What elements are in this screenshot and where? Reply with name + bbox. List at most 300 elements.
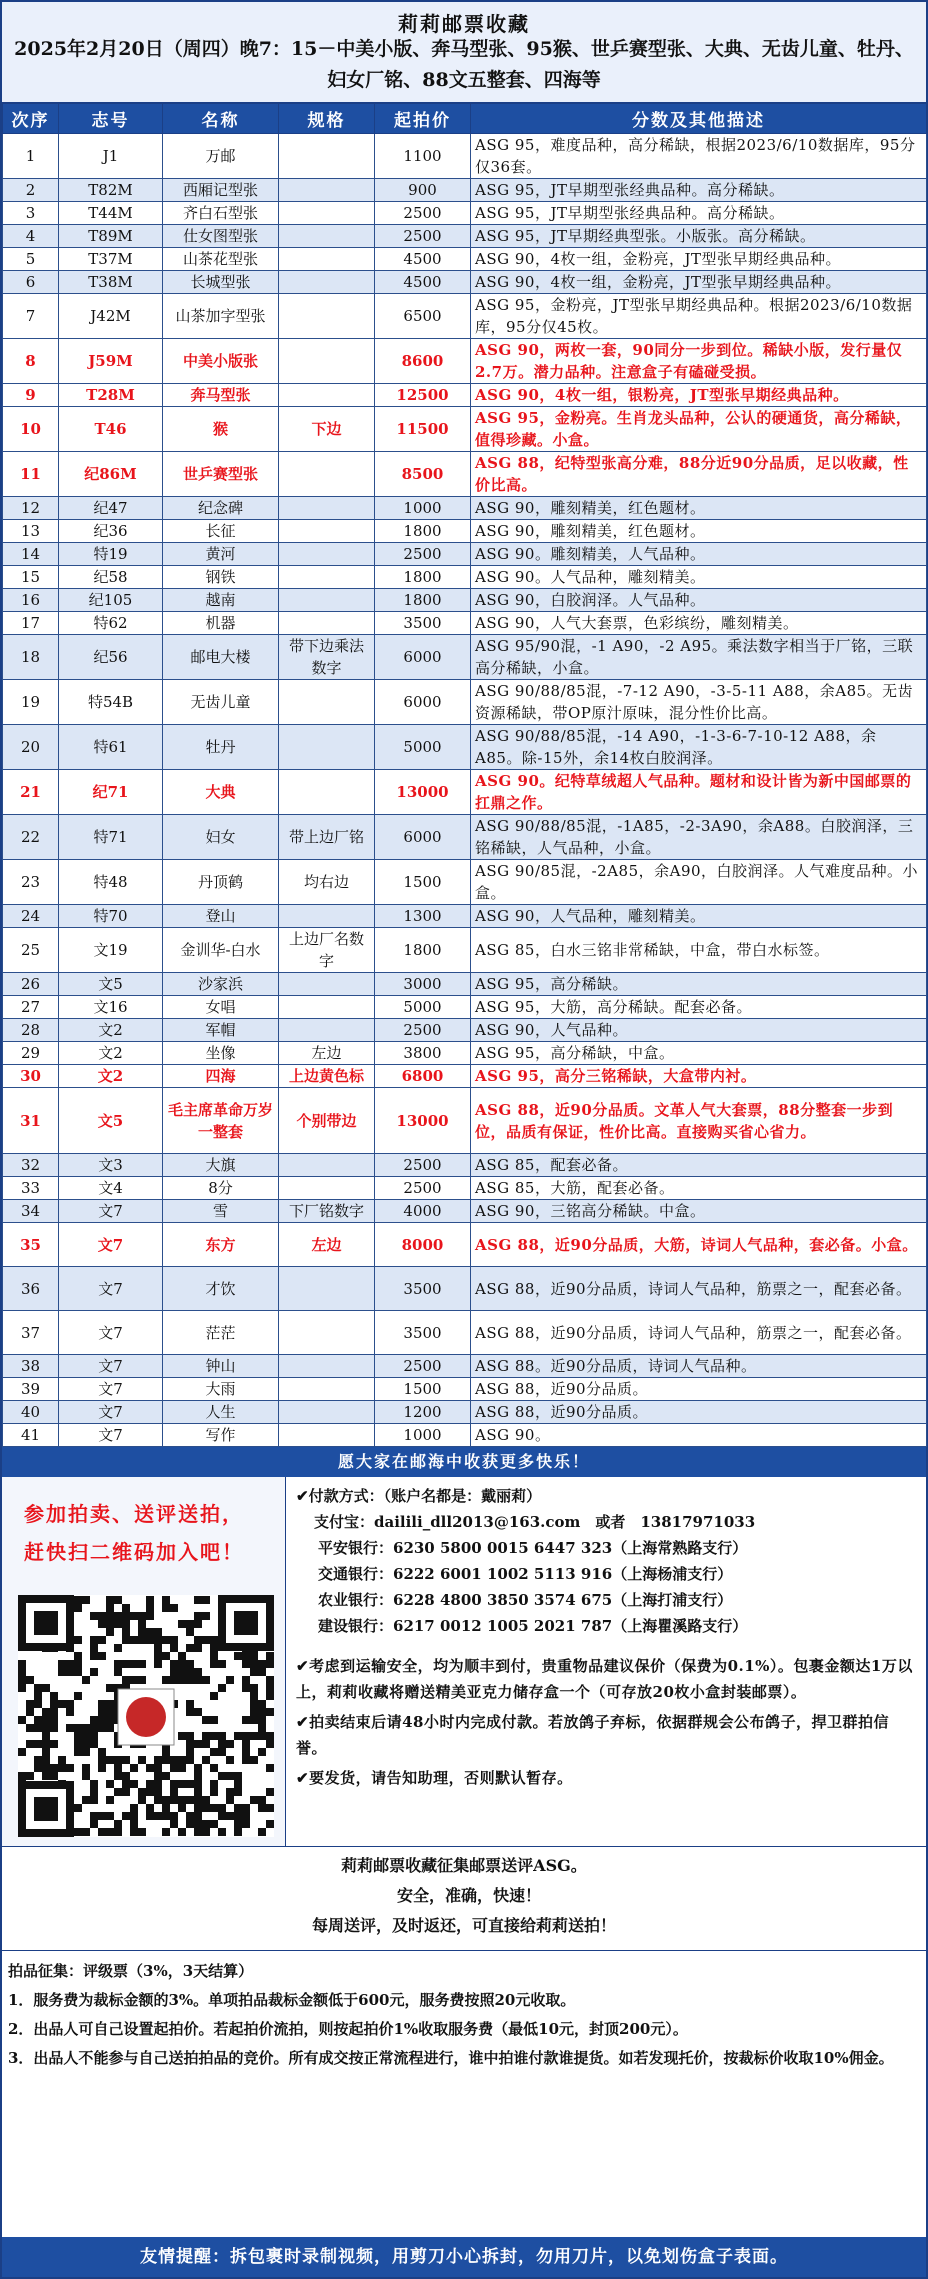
table-row bbox=[3, 271, 927, 294]
spec-cell: 下厂铭数字 bbox=[279, 1200, 375, 1223]
table-row bbox=[3, 543, 927, 566]
stamp-code: 纪58 bbox=[59, 566, 163, 589]
lot-number: 29 bbox=[3, 1042, 59, 1065]
start-price: 1000 bbox=[375, 497, 471, 520]
lot-number: 35 bbox=[3, 1223, 59, 1267]
description-cell: ASG 95，大筋，高分稀缺。配套必备。 bbox=[471, 996, 927, 1019]
payment-panel bbox=[286, 1477, 926, 1846]
slogan-line: 莉莉邮票收藏征集邮票送评ASG。 bbox=[341, 1856, 587, 1875]
table-row bbox=[3, 202, 927, 225]
stamp-code: 文7 bbox=[59, 1311, 163, 1355]
lot-number: 3 bbox=[3, 202, 59, 225]
table-row bbox=[3, 1019, 927, 1042]
stamp-name: 中美小版张 bbox=[163, 339, 279, 384]
spec-cell bbox=[279, 973, 375, 996]
description-cell: ASG 85，大筋，配套必备。 bbox=[471, 1177, 927, 1200]
stamp-name: 金训华-白水 bbox=[163, 928, 279, 973]
lot-number: 1 bbox=[3, 134, 59, 179]
start-price: 4000 bbox=[375, 1200, 471, 1223]
spec-cell bbox=[279, 680, 375, 725]
lot-number: 11 bbox=[3, 452, 59, 497]
stamp-name: 长城型张 bbox=[163, 271, 279, 294]
start-price: 1200 bbox=[375, 1401, 471, 1424]
description-cell: ASG 90，白胶润泽。人气品种。 bbox=[471, 589, 927, 612]
stamp-name: 大雨 bbox=[163, 1378, 279, 1401]
description-cell: ASG 90。纪特草绒超人气品种。题材和设计皆为新中国邮票的扛鼎之作。 bbox=[471, 770, 927, 815]
lot-number: 17 bbox=[3, 612, 59, 635]
lot-number: 20 bbox=[3, 725, 59, 770]
stamp-name: 沙家浜 bbox=[163, 973, 279, 996]
start-price: 5000 bbox=[375, 725, 471, 770]
delivery-note: ✔要发货，请告知助理，否则默认暂存。 bbox=[296, 1769, 573, 1787]
description-cell: ASG 88，近90分品质，大筋，诗词人气品种，套必备。小盒。 bbox=[471, 1223, 927, 1267]
spec-cell bbox=[279, 543, 375, 566]
description-cell: ASG 88，近90分品质。 bbox=[471, 1378, 927, 1401]
table-row bbox=[3, 770, 927, 815]
stamp-name: 长征 bbox=[163, 520, 279, 543]
payment-deadline-note: ✔拍卖结束后请48小时内完成付款。若放鸽子弃标，依据群规会公布鸽子，捍卫群拍信誉。 bbox=[296, 1713, 889, 1757]
description-cell: ASG 95，高分稀缺，中盒。 bbox=[471, 1042, 927, 1065]
stamp-name: 邮电大楼 bbox=[163, 635, 279, 680]
description-cell: ASG 95，难度品种，高分稀缺，根据2023/6/10数据库，95分仅36套。 bbox=[471, 134, 927, 179]
table-row bbox=[3, 612, 927, 635]
column-header: 分数及其他描述 bbox=[471, 104, 927, 134]
payment-title: ✔付款方式：（账户名都是：戴丽莉） bbox=[296, 1487, 542, 1505]
spec-cell: 个别带边 bbox=[279, 1088, 375, 1154]
spec-cell bbox=[279, 1424, 375, 1447]
auction-table bbox=[2, 103, 927, 1447]
description-cell: ASG 95，金粉亮，JT型张早期经典品种。根据2023/6/10数据库，95分仅45枚。 bbox=[471, 294, 927, 339]
table-row bbox=[3, 1154, 927, 1177]
stamp-code: J59M bbox=[59, 339, 163, 384]
spec-cell bbox=[279, 452, 375, 497]
page-subtitle: 2025年2月20日（周四）晚7：15－中美小版、奔马型张、95猴、世乒赛型张、大典、无齿儿童、牡丹、妇女厂铭、88文五整套、四海等 bbox=[14, 38, 914, 91]
stamp-name: 毛主席革命万岁一整套 bbox=[163, 1088, 279, 1154]
table-row bbox=[3, 134, 927, 179]
spec-cell bbox=[279, 1177, 375, 1200]
start-price: 2500 bbox=[375, 202, 471, 225]
stamp-code: 文4 bbox=[59, 1177, 163, 1200]
shipping-note: ✔考虑到运输安全，均为顺丰到付，贵重物品建议保价（保费为0.1%）。包裹金额达1万以上，莉莉收藏将赠送精美亚克力储存盒一个（可存放20枚小盒封装邮票）。 bbox=[296, 1657, 913, 1701]
lot-number: 18 bbox=[3, 635, 59, 680]
table-row bbox=[3, 179, 927, 202]
spec-cell: 均右边 bbox=[279, 860, 375, 905]
description-cell: ASG 88，近90分品质。 bbox=[471, 1401, 927, 1424]
spec-cell bbox=[279, 520, 375, 543]
info-section bbox=[2, 1477, 926, 1847]
table-row bbox=[3, 1378, 927, 1401]
start-price: 3500 bbox=[375, 612, 471, 635]
description-cell: ASG 88，近90分品质，诗词人气品种，筋票之一，配套必备。 bbox=[471, 1267, 927, 1311]
table-row bbox=[3, 1177, 927, 1200]
start-price: 6500 bbox=[375, 294, 471, 339]
table-row bbox=[3, 248, 927, 271]
spec-cell bbox=[279, 339, 375, 384]
spec-cell bbox=[279, 612, 375, 635]
lot-number: 6 bbox=[3, 271, 59, 294]
stamp-name: 女唱 bbox=[163, 996, 279, 1019]
start-price: 4500 bbox=[375, 248, 471, 271]
promo-text bbox=[2, 1477, 285, 1571]
stamp-code: 文2 bbox=[59, 1042, 163, 1065]
description-cell: ASG 85，白水三铭非常稀缺，中盒，带白水标签。 bbox=[471, 928, 927, 973]
stamp-code: 特61 bbox=[59, 725, 163, 770]
alipay-info: 支付宝：dailili_dll2013@163.com 或者 13817971033 bbox=[314, 1513, 756, 1531]
table-row bbox=[3, 339, 927, 384]
lot-number: 33 bbox=[3, 1177, 59, 1200]
description-cell: ASG 90，人气大套票，色彩缤纷，雕刻精美。 bbox=[471, 612, 927, 635]
stamp-code: 纪86M bbox=[59, 452, 163, 497]
description-cell: ASG 90，4枚一组，银粉亮，JT型张早期经典品种。 bbox=[471, 384, 927, 407]
table-row bbox=[3, 225, 927, 248]
table-row bbox=[3, 452, 927, 497]
column-header: 起拍价 bbox=[375, 104, 471, 134]
start-price: 2500 bbox=[375, 1177, 471, 1200]
stamp-code: 特48 bbox=[59, 860, 163, 905]
spec-cell bbox=[279, 905, 375, 928]
stamp-code: 文5 bbox=[59, 1088, 163, 1154]
spec-cell bbox=[279, 179, 375, 202]
table-row bbox=[3, 725, 927, 770]
stamp-name: 丹顶鹤 bbox=[163, 860, 279, 905]
table-row bbox=[3, 407, 927, 452]
spec-cell bbox=[279, 1355, 375, 1378]
table-row bbox=[3, 1355, 927, 1378]
description-cell: ASG 85，配套必备。 bbox=[471, 1154, 927, 1177]
table-header-row bbox=[3, 104, 927, 134]
stamp-code: 文19 bbox=[59, 928, 163, 973]
lot-number: 31 bbox=[3, 1088, 59, 1154]
stamp-code: 文7 bbox=[59, 1378, 163, 1401]
lot-number: 36 bbox=[3, 1267, 59, 1311]
lot-number: 21 bbox=[3, 770, 59, 815]
header bbox=[2, 2, 926, 103]
description-cell: ASG 90/88/85混，-7-12 A90，-3-5-11 A88，余A85。无齿资源稀缺，带OP原汁原味，混分性价比高。 bbox=[471, 680, 927, 725]
stamp-code: J1 bbox=[59, 134, 163, 179]
lot-number: 19 bbox=[3, 680, 59, 725]
table-row bbox=[3, 928, 927, 973]
description-cell: ASG 95，JT早期型张经典品种。高分稀缺。 bbox=[471, 202, 927, 225]
spec-cell: 上边厂名数字 bbox=[279, 928, 375, 973]
table-row bbox=[3, 566, 927, 589]
slogan-section bbox=[2, 1847, 926, 1951]
stamp-name: 钢铁 bbox=[163, 566, 279, 589]
table-row bbox=[3, 860, 927, 905]
table-row bbox=[3, 1200, 927, 1223]
stamp-code: 纪47 bbox=[59, 497, 163, 520]
column-header: 志号 bbox=[59, 104, 163, 134]
stamp-name: 大典 bbox=[163, 770, 279, 815]
table-row bbox=[3, 635, 927, 680]
rules-section bbox=[2, 1951, 926, 2067]
lot-number: 23 bbox=[3, 860, 59, 905]
spec-cell bbox=[279, 1401, 375, 1424]
description-cell: ASG 90，4枚一组，金粉亮，JT型张早期经典品种。 bbox=[471, 248, 927, 271]
table-row bbox=[3, 589, 927, 612]
table-row bbox=[3, 1424, 927, 1447]
lot-number: 26 bbox=[3, 973, 59, 996]
promo-line: 参加拍卖、送评送拍， bbox=[24, 1502, 244, 1526]
lot-number: 39 bbox=[3, 1378, 59, 1401]
start-price: 2500 bbox=[375, 543, 471, 566]
stamp-code: T28M bbox=[59, 384, 163, 407]
stamp-code: 文2 bbox=[59, 1019, 163, 1042]
description-cell: ASG 90，4枚一组，金粉亮，JT型张早期经典品种。 bbox=[471, 271, 927, 294]
start-price: 2500 bbox=[375, 225, 471, 248]
rules-title: 拍品征集：评级票（3%，3天结算） bbox=[8, 1962, 254, 1980]
spec-cell: 左边 bbox=[279, 1042, 375, 1065]
start-price: 3000 bbox=[375, 973, 471, 996]
spec-cell: 上边黄色标 bbox=[279, 1065, 375, 1088]
stamp-code: T82M bbox=[59, 179, 163, 202]
stamp-name: 雪 bbox=[163, 1200, 279, 1223]
description-cell: ASG 88。近90分品质，诗词人气品种。 bbox=[471, 1355, 927, 1378]
spec-cell: 带上边厂铭 bbox=[279, 815, 375, 860]
stamp-code: J42M bbox=[59, 294, 163, 339]
spec-cell bbox=[279, 225, 375, 248]
description-cell: ASG 90，雕刻精美，红色题材。 bbox=[471, 497, 927, 520]
spec-cell bbox=[279, 1019, 375, 1042]
start-price: 8000 bbox=[375, 1223, 471, 1267]
column-header: 规格 bbox=[279, 104, 375, 134]
stamp-code: 文7 bbox=[59, 1267, 163, 1311]
table-row bbox=[3, 996, 927, 1019]
start-price: 13000 bbox=[375, 1088, 471, 1154]
start-price: 2500 bbox=[375, 1154, 471, 1177]
bank-account: 农业银行：6228 4800 3850 3574 675（上海打浦支行） bbox=[318, 1591, 733, 1609]
stamp-name: 写作 bbox=[163, 1424, 279, 1447]
stamp-name: 坐像 bbox=[163, 1042, 279, 1065]
stamp-name: 牡丹 bbox=[163, 725, 279, 770]
lot-number: 25 bbox=[3, 928, 59, 973]
stamp-name: 茫茫 bbox=[163, 1311, 279, 1355]
spec-cell bbox=[279, 202, 375, 225]
rule-item: 2．出品人可自己设置起拍价。若起拍价流拍，则按起拍价1%收取服务费（最低10元，封顶200元）。 bbox=[8, 2020, 688, 2038]
bank-account: 交通银行：6222 6001 1002 5113 916（上海杨浦支行） bbox=[318, 1565, 733, 1583]
stamp-name: 东方 bbox=[163, 1223, 279, 1267]
start-price: 8600 bbox=[375, 339, 471, 384]
start-price: 6000 bbox=[375, 680, 471, 725]
promo-line: 赶快扫二维码加入吧！ bbox=[24, 1540, 244, 1564]
description-cell: ASG 90。人气品种，雕刻精美。 bbox=[471, 566, 927, 589]
stamp-code: 特19 bbox=[59, 543, 163, 566]
slogan-line: 安全，准确，快速！ bbox=[396, 1886, 541, 1905]
spec-cell bbox=[279, 134, 375, 179]
start-price: 1800 bbox=[375, 566, 471, 589]
stamp-name: 西厢记型张 bbox=[163, 179, 279, 202]
table-row bbox=[3, 815, 927, 860]
table-row bbox=[3, 1042, 927, 1065]
stamp-code: 特62 bbox=[59, 612, 163, 635]
start-price: 13000 bbox=[375, 770, 471, 815]
stamp-name: 山茶花型张 bbox=[163, 248, 279, 271]
description-cell: ASG 90/88/85混，-14 A90，-1-3-6-7-10-12 A88，余A85。除-15外，余14枚白胶润泽。 bbox=[471, 725, 927, 770]
stamp-name: 猴 bbox=[163, 407, 279, 452]
lot-number: 38 bbox=[3, 1355, 59, 1378]
start-price: 6800 bbox=[375, 1065, 471, 1088]
description-cell: ASG 90。雕刻精美，人气品种。 bbox=[471, 543, 927, 566]
description-cell: ASG 95，高分三铭稀缺，大盒带内衬。 bbox=[471, 1065, 927, 1088]
description-cell: ASG 90，人气品种，雕刻精美。 bbox=[471, 905, 927, 928]
stamp-name: 登山 bbox=[163, 905, 279, 928]
stamp-name: 才饮 bbox=[163, 1267, 279, 1311]
description-cell: ASG 90。 bbox=[471, 1424, 927, 1447]
rule-item: 1．服务费为裁标金额的3%。单项拍品裁标金额低于600元，服务费按照20元收取。 bbox=[8, 1991, 576, 2009]
stamp-name: 世乒赛型张 bbox=[163, 452, 279, 497]
stamp-code: T37M bbox=[59, 248, 163, 271]
start-price: 11500 bbox=[375, 407, 471, 452]
lot-number: 16 bbox=[3, 589, 59, 612]
table-row bbox=[3, 1223, 927, 1267]
stamp-code: 文7 bbox=[59, 1424, 163, 1447]
start-price: 1800 bbox=[375, 520, 471, 543]
lot-number: 12 bbox=[3, 497, 59, 520]
stamp-code: 文7 bbox=[59, 1200, 163, 1223]
start-price: 8500 bbox=[375, 452, 471, 497]
spec-cell bbox=[279, 996, 375, 1019]
stamp-name: 人生 bbox=[163, 1401, 279, 1424]
stamp-code: 特70 bbox=[59, 905, 163, 928]
spec-cell: 左边 bbox=[279, 1223, 375, 1267]
stamp-name: 越南 bbox=[163, 589, 279, 612]
description-cell: ASG 90，人气品种。 bbox=[471, 1019, 927, 1042]
page-title: 莉莉邮票收藏 bbox=[398, 12, 530, 36]
stamp-name: 奔马型张 bbox=[163, 384, 279, 407]
lot-number: 7 bbox=[3, 294, 59, 339]
lot-number: 14 bbox=[3, 543, 59, 566]
stamp-name: 8分 bbox=[163, 1177, 279, 1200]
lot-number: 13 bbox=[3, 520, 59, 543]
qr-code-image[interactable] bbox=[18, 1595, 274, 1837]
spec-cell: 下边 bbox=[279, 407, 375, 452]
lot-number: 32 bbox=[3, 1154, 59, 1177]
spec-cell bbox=[279, 271, 375, 294]
start-price: 2500 bbox=[375, 1355, 471, 1378]
wish-banner: 愿大家在邮海中收获更多快乐！ bbox=[2, 1447, 926, 1477]
stamp-name: 山茶加字型张 bbox=[163, 294, 279, 339]
stamp-code: 文3 bbox=[59, 1154, 163, 1177]
bank-account: 平安银行：6230 5800 0015 6447 323（上海常熟路支行） bbox=[318, 1539, 748, 1557]
stamp-code: 文16 bbox=[59, 996, 163, 1019]
description-cell: ASG 90，两枚一套，90同分一步到位。稀缺小版，发行量仅2.7万。潜力品种。注意盒子有磕碰受损。 bbox=[471, 339, 927, 384]
stamp-code: 特71 bbox=[59, 815, 163, 860]
stamp-code: 文7 bbox=[59, 1355, 163, 1378]
table-row bbox=[3, 1065, 927, 1088]
start-price: 12500 bbox=[375, 384, 471, 407]
stamp-name: 机器 bbox=[163, 612, 279, 635]
table-row bbox=[3, 905, 927, 928]
stamp-name: 万邮 bbox=[163, 134, 279, 179]
description-cell: ASG 90/85混，-2A85，余A90，白胶润泽。人气难度品种。小盒。 bbox=[471, 860, 927, 905]
start-price: 6000 bbox=[375, 815, 471, 860]
description-cell: ASG 88，近90分品质，诗词人气品种，筋票之一，配套必备。 bbox=[471, 1311, 927, 1355]
start-price: 3500 bbox=[375, 1311, 471, 1355]
description-cell: ASG 88，近90分品质。文革人气大套票，88分整套一步到位，品质有保证，性价比高。直接购买省心省力。 bbox=[471, 1088, 927, 1154]
column-header: 次序 bbox=[3, 104, 59, 134]
spec-cell bbox=[279, 725, 375, 770]
spec-cell bbox=[279, 384, 375, 407]
description-cell: ASG 95/90混，-1 A90，-2 A95。乘法数字相当于厂铭，三联高分稀缺，小盒。 bbox=[471, 635, 927, 680]
start-price: 1100 bbox=[375, 134, 471, 179]
stamp-code: T46 bbox=[59, 407, 163, 452]
spec-cell bbox=[279, 1311, 375, 1355]
table-row bbox=[3, 680, 927, 725]
spec-cell bbox=[279, 1154, 375, 1177]
stamp-code: 纪105 bbox=[59, 589, 163, 612]
spec-cell bbox=[279, 1267, 375, 1311]
description-cell: ASG 88，纪特型张高分难，88分近90分品质，足以收藏，性价比高。 bbox=[471, 452, 927, 497]
lot-number: 28 bbox=[3, 1019, 59, 1042]
stamp-code: T38M bbox=[59, 271, 163, 294]
slogan-line: 每周送评，及时返还，可直接给莉莉送拍！ bbox=[311, 1916, 616, 1935]
spec-cell bbox=[279, 497, 375, 520]
spec-cell bbox=[279, 1378, 375, 1401]
stamp-code: 文2 bbox=[59, 1065, 163, 1088]
stamp-code: 纪36 bbox=[59, 520, 163, 543]
table-row bbox=[3, 520, 927, 543]
lot-number: 41 bbox=[3, 1424, 59, 1447]
lot-number: 30 bbox=[3, 1065, 59, 1088]
description-cell: ASG 95，高分稀缺。 bbox=[471, 973, 927, 996]
lot-number: 8 bbox=[3, 339, 59, 384]
lot-number: 37 bbox=[3, 1311, 59, 1355]
stamp-name: 齐白石型张 bbox=[163, 202, 279, 225]
stamp-code: 纪56 bbox=[59, 635, 163, 680]
lot-number: 2 bbox=[3, 179, 59, 202]
description-cell: ASG 90/88/85混，-1A85，-2-3A90，余A88。白胶润泽，三铭稀缺，人气品种，小盒。 bbox=[471, 815, 927, 860]
rule-item: 3．出品人不能参与自己送拍拍品的竞价。所有成交按正常流程进行，谁中拍谁付款谁提货。如若发现托价，按裁标价收取10%佣金。 bbox=[8, 2049, 894, 2067]
start-price: 6000 bbox=[375, 635, 471, 680]
lot-number: 24 bbox=[3, 905, 59, 928]
stamp-code: 纪71 bbox=[59, 770, 163, 815]
stamp-name: 无齿儿童 bbox=[163, 680, 279, 725]
stamp-code: T89M bbox=[59, 225, 163, 248]
table-row bbox=[3, 1267, 927, 1311]
start-price: 1300 bbox=[375, 905, 471, 928]
lot-number: 27 bbox=[3, 996, 59, 1019]
table-row bbox=[3, 497, 927, 520]
spec-cell bbox=[279, 294, 375, 339]
spec-cell bbox=[279, 589, 375, 612]
description-cell: ASG 90，三铭高分稀缺。中盒。 bbox=[471, 1200, 927, 1223]
spec-cell bbox=[279, 770, 375, 815]
stamp-name: 妇女 bbox=[163, 815, 279, 860]
bank-account: 建设银行：6217 0012 1005 2021 787（上海瞿溪路支行） bbox=[318, 1617, 748, 1635]
lot-number: 5 bbox=[3, 248, 59, 271]
promo-panel bbox=[2, 1477, 286, 1846]
lot-number: 34 bbox=[3, 1200, 59, 1223]
start-price: 3500 bbox=[375, 1267, 471, 1311]
lot-number: 40 bbox=[3, 1401, 59, 1424]
stamp-code: 特54B bbox=[59, 680, 163, 725]
description-cell: ASG 95，JT早期型张经典品种。高分稀缺。 bbox=[471, 179, 927, 202]
description-cell: ASG 90，雕刻精美，红色题材。 bbox=[471, 520, 927, 543]
description-cell: ASG 95，金粉亮。生肖龙头品种，公认的硬通货，高分稀缺，值得珍藏。小盒。 bbox=[471, 407, 927, 452]
table-row bbox=[3, 384, 927, 407]
start-price: 2500 bbox=[375, 1019, 471, 1042]
table-row bbox=[3, 1088, 927, 1154]
table-row bbox=[3, 1311, 927, 1355]
lot-number: 9 bbox=[3, 384, 59, 407]
stamp-name: 黄河 bbox=[163, 543, 279, 566]
start-price: 1800 bbox=[375, 589, 471, 612]
start-price: 3800 bbox=[375, 1042, 471, 1065]
spec-cell: 带下边乘法数字 bbox=[279, 635, 375, 680]
lot-number: 10 bbox=[3, 407, 59, 452]
table-row bbox=[3, 973, 927, 996]
start-price: 1800 bbox=[375, 928, 471, 973]
spec-cell bbox=[279, 248, 375, 271]
